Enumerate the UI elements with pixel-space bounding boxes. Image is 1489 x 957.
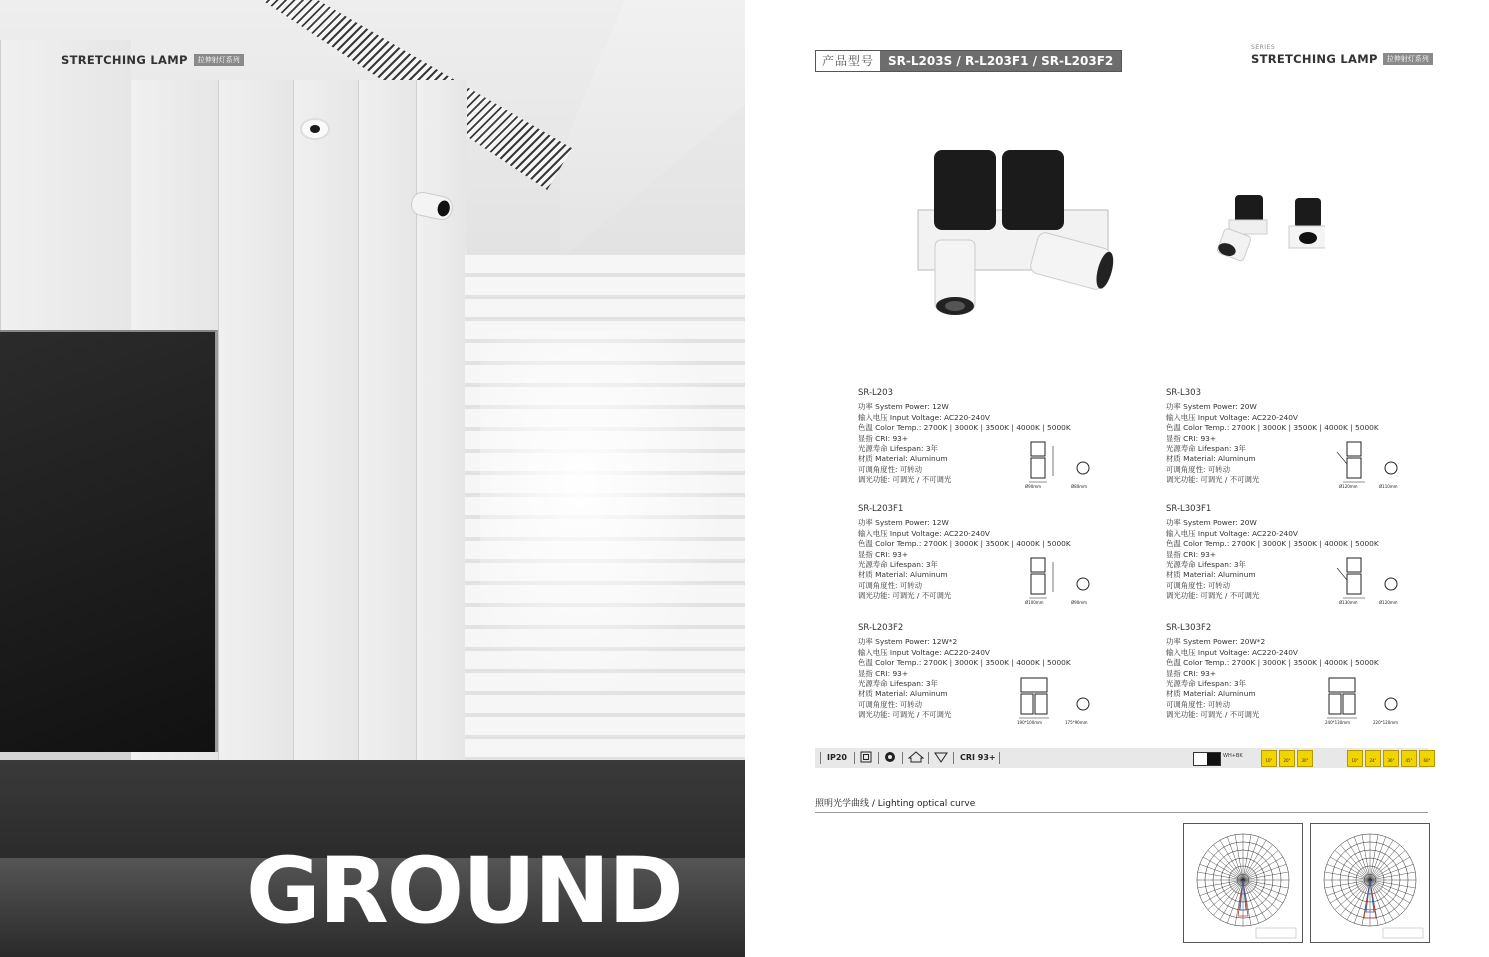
spec-angle: 可调角度性: 可转动 — [1166, 580, 1230, 590]
spec-sr-l203f1 — [858, 504, 1158, 602]
spec-model-name: SR-L303 — [1166, 388, 1201, 398]
spec-sr-l303 — [1166, 388, 1466, 486]
beam-angle-badge: 24° — [1365, 750, 1381, 767]
wall-panel — [218, 80, 294, 770]
wall-panel — [293, 80, 359, 770]
spec-lifespan: 光源寿命 Lifespan: 3年 — [1166, 679, 1246, 689]
polar-curve-diagram — [1310, 823, 1430, 943]
brand-series-cn: 拉伸射灯系列 — [1383, 53, 1433, 65]
spec-voltage: 输入电压 Input Voltage: AC220-240V — [1166, 528, 1298, 538]
spec-voltage: 输入电压 Input Voltage: AC220-240V — [858, 647, 990, 657]
dim-b: Ø90mm — [1071, 600, 1088, 604]
brand-series-cn: 拉伸射灯系列 — [194, 54, 244, 66]
spec-color-temp: 色温 Color Temp.: 2700K | 3000K | 3500K | 4000K | 5000K — [1166, 658, 1379, 668]
spec-model-name: SR-L303F1 — [1166, 504, 1212, 514]
spec-color-temp: 色温 Color Temp.: 2700K | 3000K | 3500K | 4000K | 5000K — [1166, 539, 1379, 549]
dimension-drawing — [1017, 674, 1107, 724]
dimension-drawing — [1333, 438, 1408, 488]
dimension-drawing — [1025, 554, 1100, 604]
spec-angle: 可调角度性: 可转动 — [858, 699, 922, 709]
spec-voltage: 输入电压 Input Voltage: AC220-240V — [1166, 647, 1298, 657]
wall-panel — [416, 80, 467, 770]
beam-angle-badge: 10° — [1347, 750, 1363, 767]
spec-dimming: 调光功能: 可调光 / 不可调光 — [1166, 591, 1260, 601]
wall-panel — [358, 80, 417, 770]
spec-power: 功率 System Power: 12W — [858, 402, 949, 412]
spec-model-name: SR-L203 — [858, 388, 893, 398]
cri-badge: CRI 93+ — [960, 753, 996, 762]
spec-power: 功率 System Power: 12W — [858, 518, 949, 528]
spec-material: 材质 Material: Aluminum — [858, 570, 948, 580]
finish-swatch — [1193, 752, 1221, 766]
dim-b: Ø110mm — [1379, 484, 1398, 488]
spec-power: 功率 System Power: 20W*2 — [1166, 637, 1266, 647]
spec-color-temp: 色温 Color Temp.: 2700K | 3000K | 3500K | 4000K | 5000K — [858, 423, 1071, 433]
model-value: SR-L203S / R-L203F1 / SR-L203F2 — [880, 51, 1121, 71]
spec-power: 功率 System Power: 12W*2 — [858, 637, 958, 647]
spec-material: 材质 Material: Aluminum — [858, 454, 948, 464]
beam-angle-badge: 45° — [1401, 750, 1417, 767]
dimension-drawing — [1025, 438, 1100, 488]
ip-rating: IP20 — [827, 753, 847, 762]
polar-curve-diagram — [1183, 823, 1303, 943]
spec-sr-l203 — [858, 388, 1158, 486]
dim-a: Ø90mm — [1025, 484, 1042, 488]
spec-material: 材质 Material: Aluminum — [1166, 689, 1256, 699]
spec-cri: 显指 CRI: 93+ — [1166, 549, 1217, 559]
beam-angle-badge: 20° — [1279, 750, 1295, 767]
beam-angle-badge: 60° — [1419, 750, 1435, 767]
double-lamp-photo — [910, 140, 1120, 320]
spec-sr-l303f1 — [1166, 504, 1466, 602]
dim-a: Ø100mm — [1025, 600, 1044, 604]
feature-icon-bar — [815, 748, 1431, 768]
beam-angle-badge: 30° — [1297, 750, 1313, 767]
spec-lifespan: 光源寿命 Lifespan: 3年 — [858, 679, 938, 689]
spec-power: 功率 System Power: 20W — [1166, 402, 1257, 412]
dimension-drawing — [1325, 674, 1415, 724]
spec-voltage: 输入电压 Input Voltage: AC220-240V — [1166, 412, 1298, 422]
spec-material: 材质 Material: Aluminum — [1166, 570, 1256, 580]
spec-color-temp: 色温 Color Temp.: 2700K | 3000K | 3500K | 4000K | 5000K — [858, 539, 1071, 549]
brand-name: STRETCHING LAMP — [1251, 52, 1378, 66]
spec-sr-l203f2 — [858, 623, 1158, 721]
dim-a: Ø120mm — [1339, 484, 1358, 488]
spec-power: 功率 System Power: 20W — [1166, 518, 1257, 528]
rotation-icon — [884, 751, 896, 765]
dim-b: Ø120mm — [1379, 600, 1398, 604]
spec-material: 材质 Material: Aluminum — [858, 689, 948, 699]
spec-voltage: 输入电压 Input Voltage: AC220-240V — [858, 528, 990, 538]
section-divider — [815, 812, 1428, 813]
spec-cri: 显指 CRI: 93+ — [858, 668, 909, 678]
window-light — [480, 330, 730, 710]
spec-dimming: 调光功能: 可调光 / 不可调光 — [858, 591, 952, 601]
spec-model-name: SR-L303F2 — [1166, 623, 1212, 633]
indoor-icon — [908, 751, 924, 765]
dim-a: 190*100mm — [1017, 720, 1043, 724]
spec-material: 材质 Material: Aluminum — [1166, 454, 1256, 464]
spec-sr-l303f2 — [1166, 623, 1466, 721]
spec-lifespan: 光源寿命 Lifespan: 3年 — [1166, 560, 1246, 570]
spec-color-temp: 色温 Color Temp.: 2700K | 3000K | 3500K | 4000K | 5000K — [858, 658, 1071, 668]
dim-b: 175*90mm — [1065, 720, 1088, 724]
spec-dimming: 调光功能: 可调光 / 不可调光 — [1166, 710, 1260, 720]
spec-model-name: SR-L203F2 — [858, 623, 904, 633]
spec-cri: 显指 CRI: 93+ — [858, 549, 909, 559]
beam-angle-icon — [934, 751, 948, 765]
spec-cri: 显指 CRI: 93+ — [1166, 433, 1217, 443]
spec-voltage: 输入电压 Input Voltage: AC220-240V — [858, 412, 990, 422]
beam-angle-badge: 10° — [1261, 750, 1277, 767]
spec-dimming: 调光功能: 可调光 / 不可调光 — [1166, 475, 1260, 485]
spec-cri: 显指 CRI: 93+ — [858, 433, 909, 443]
spec-color-temp: 色温 Color Temp.: 2700K | 3000K | 3500K | 4000K | 5000K — [1166, 423, 1379, 433]
spec-cri: 显指 CRI: 93+ — [1166, 668, 1217, 678]
spec-angle: 可调角度性: 可转动 — [858, 464, 922, 474]
brand-header — [61, 53, 244, 67]
spec-dimming: 调光功能: 可调光 / 不可调光 — [858, 475, 952, 485]
single-lamp-photo — [1215, 190, 1325, 270]
television — [0, 330, 218, 752]
curve-section-title: 照明光学曲线 / Lighting optical curve — [815, 799, 976, 809]
model-label: 产品型号 — [816, 51, 880, 71]
recessed-icon — [860, 751, 872, 765]
brand-name: STRETCHING LAMP — [61, 53, 188, 67]
spec-lifespan: 光源寿命 Lifespan: 3年 — [858, 444, 938, 454]
series-label: SERIES — [1251, 44, 1276, 51]
beam-angle-badge: 36° — [1383, 750, 1399, 767]
finish-label: WH+BK — [1223, 753, 1243, 759]
spec-angle: 可调角度性: 可转动 — [1166, 699, 1230, 709]
dimension-drawing — [1333, 554, 1408, 604]
brand-header-right — [1251, 52, 1433, 66]
spec-lifespan: 光源寿命 Lifespan: 3年 — [1166, 444, 1246, 454]
headline: GROUND — [246, 839, 682, 944]
spec-angle: 可调角度性: 可转动 — [1166, 464, 1230, 474]
ceiling-spotlight — [302, 120, 328, 138]
dim-a: 240*130mm — [1325, 720, 1351, 724]
spec-page — [745, 0, 1489, 957]
spec-dimming: 调光功能: 可调光 / 不可调光 — [858, 710, 952, 720]
dim-b: Ø80mm — [1071, 484, 1088, 488]
spec-model-name: SR-L203F1 — [858, 504, 904, 514]
dim-b: 220*120mm — [1373, 720, 1399, 724]
spec-angle: 可调角度性: 可转动 — [858, 580, 922, 590]
spec-lifespan: 光源寿命 Lifespan: 3年 — [858, 560, 938, 570]
model-number-box — [815, 50, 1122, 72]
dim-a: Ø130mm — [1339, 600, 1358, 604]
